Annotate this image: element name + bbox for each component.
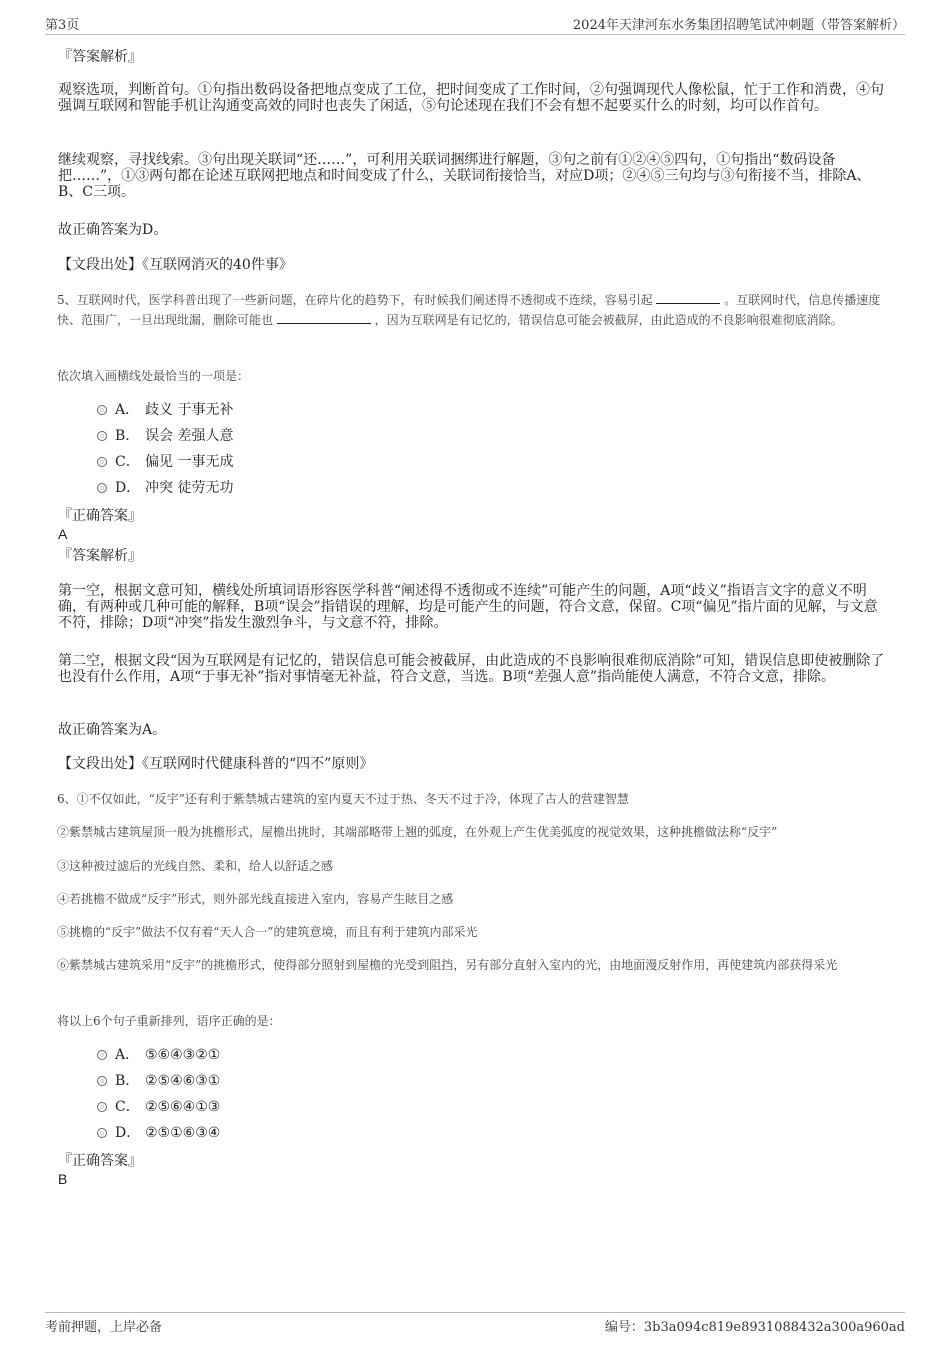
- document-code: 编号：3b3a094c819e8931088432a300a960ad: [604, 1320, 905, 1335]
- q6-answer-label: 『正确答案』: [58, 1153, 142, 1169]
- q6-sentence-1: 6、①不仅如此，“反宇”还有利于紫禁城古建筑的室内夏天不过于热、冬天不过于冷，体现了古人的营建智慧: [57, 792, 629, 806]
- radio-icon[interactable]: [97, 431, 107, 441]
- q6-sentence-6: ⑥紫禁城古建筑采用“反宇”的挑檐形式，使得部分照射到屋檐的光受到阻挡，另有部分直射入室内的光，由地面漫反射作用，再使建筑内部获得采光: [57, 958, 838, 972]
- footer-slogan: 考前押题，上岸必备: [45, 1320, 163, 1335]
- q4-source: 【文段出处】《互联网消灭的40件事》: [58, 257, 293, 273]
- q6-prompt: 将以上6个句子重新排列，语序正确的是：: [57, 1014, 281, 1028]
- q6-option-b[interactable]: [97, 1071, 220, 1091]
- document-title: 2024年天津河东水务集团招聘笔试冲刺题（带答案解析）: [572, 18, 905, 33]
- q5-stem: [57, 290, 897, 330]
- option-text: 冲突 徒劳无功: [145, 480, 234, 496]
- q5-source: 【文段出处】《互联网时代健康科普的“四不”原则》: [58, 756, 374, 772]
- page-header: [45, 14, 905, 35]
- q5-analysis-label: 『答案解析』: [58, 548, 142, 564]
- option-letter: D．: [115, 480, 141, 496]
- q5-answer-label: 『正确答案』: [58, 508, 142, 524]
- option-letter: B．: [115, 1073, 140, 1089]
- q5-answer: A: [58, 526, 68, 542]
- option-letter: A．: [115, 402, 140, 418]
- q5-stem-part-2: 。互联网时代，信息传播速度快、范围广，一旦出现纰漏，删除可能也: [57, 293, 881, 327]
- q5-stem-part-3: ，因为互联网是有记忆的，错误信息可能会被截屏，由此造成的不良影响很难彻底消除。: [374, 313, 843, 327]
- option-text: ⑤⑥④③②①: [145, 1047, 221, 1063]
- q5-conclusion: 故正确答案为A。: [58, 722, 167, 738]
- q5-option-c[interactable]: [97, 452, 233, 472]
- radio-icon[interactable]: [97, 1128, 107, 1138]
- q5-option-b[interactable]: [97, 426, 233, 446]
- radio-icon[interactable]: [97, 405, 107, 415]
- q6-option-c[interactable]: [97, 1097, 220, 1117]
- option-text: 误会 差强人意: [145, 428, 234, 444]
- option-text: 偏见 一事无成: [145, 454, 234, 470]
- radio-icon[interactable]: [97, 1076, 107, 1086]
- q4-conclusion: 故正确答案为D。: [58, 222, 168, 238]
- radio-icon[interactable]: [97, 483, 107, 493]
- option-text: ②⑤④⑥③①: [145, 1073, 221, 1089]
- q6-option-d[interactable]: [97, 1123, 220, 1143]
- q5-blank-1: [656, 291, 720, 304]
- radio-icon[interactable]: [97, 457, 107, 467]
- q4-analysis-label: 『答案解析』: [58, 49, 142, 65]
- q4-analysis-para-2: 继续观察，寻找线索。③句出现关联词“还……”，可利用关联词捆绑进行解题，③句之前有①②④⑤四句，①句指出“数码设备把……”，①③两句都在论述互联网把地点和时间变成了什么，关联词衔接恰当，对应D项；②④⑤三句均与③句衔接不当，排除A、B、C三项。: [58, 152, 871, 200]
- page-footer: [45, 1312, 905, 1335]
- radio-icon[interactable]: [97, 1050, 107, 1060]
- option-letter: A．: [115, 1047, 140, 1063]
- option-letter: C．: [115, 1099, 140, 1115]
- q5-option-a[interactable]: [97, 400, 233, 420]
- q6-sentence-2: ②紫禁城古建筑屋顶一般为挑檐形式，屋檐出挑时，其端部略带上翘的弧度，在外观上产生优美弧度的视觉效果，这种挑檐做法称“反宇”: [57, 825, 778, 839]
- q5-blank-2: [277, 311, 371, 324]
- q6-sentence-3: ③这种被过滤后的光线自然、柔和，给人以舒适之感: [57, 859, 334, 873]
- q5-stem-part-1: 5、互联网时代，医学科普出现了一些新问题，在碎片化的趋势下，有时候我们阐述得不透彻或不连续，容易引起: [57, 293, 653, 307]
- q5-analysis-para-1: 第一空，根据文意可知，横线处所填词语形容医学科普“阐述得不透彻或不连续”可能产生的问题，A项“歧义”指语言文字的意义不明确，有两种或几种可能的解释，B项“误会”指错误的理解，均是可能产生的问题，符合文意，保留。C项“偏见”指片面的见解，与文意不符，排除；D项“冲突”指发生激烈争斗，与文意不符，排除。: [58, 583, 878, 631]
- q4-analysis-para-1: 观察选项，判断首句。①句指出数码设备把地点变成了工位，把时间变成了工作时间，②句强调现代人像松鼠，忙于工作和消费，④句强调互联网和智能手机让沟通变高效的同时也丧失了闲适，⑤句论述现在我们不会有想不起要买什么的时刻，均可以作首句。: [58, 82, 884, 114]
- option-text: ②⑤⑥④①③: [145, 1099, 221, 1115]
- q5-analysis-para-2: 第二空，根据文段“因为互联网是有记忆的，错误信息可能会被截屏，由此造成的不良影响很难彻底消除”可知，错误信息即使被删除了也没有什么作用，A项“于事无补”指对事情毫无补益，符合文意，当选。B项“差强人意”指尚能使人满意，不符合文意，排除。: [58, 653, 885, 685]
- option-letter: D．: [115, 1125, 141, 1141]
- q5-prompt: 依次填入画横线处最恰当的一项是：: [57, 369, 250, 383]
- page-number: 第3页: [45, 18, 80, 33]
- option-text: 歧义 于事无补: [145, 402, 234, 418]
- q6-sentence-4: ④若挑檐不做成“反宇”形式，则外部光线直接进入室内，容易产生眩目之感: [57, 892, 454, 906]
- q6-sentence-5: ⑤挑檐的“反宇”做法不仅有着“天人合一”的建筑意境，而且有利于建筑内部采光: [57, 925, 478, 939]
- q5-option-d[interactable]: [97, 478, 233, 498]
- radio-icon[interactable]: [97, 1102, 107, 1112]
- option-text: ②⑤①⑥③④: [145, 1125, 221, 1141]
- q6-answer: B: [58, 1171, 68, 1187]
- option-letter: C．: [115, 454, 140, 470]
- q6-option-a[interactable]: [97, 1045, 220, 1065]
- option-letter: B．: [115, 428, 140, 444]
